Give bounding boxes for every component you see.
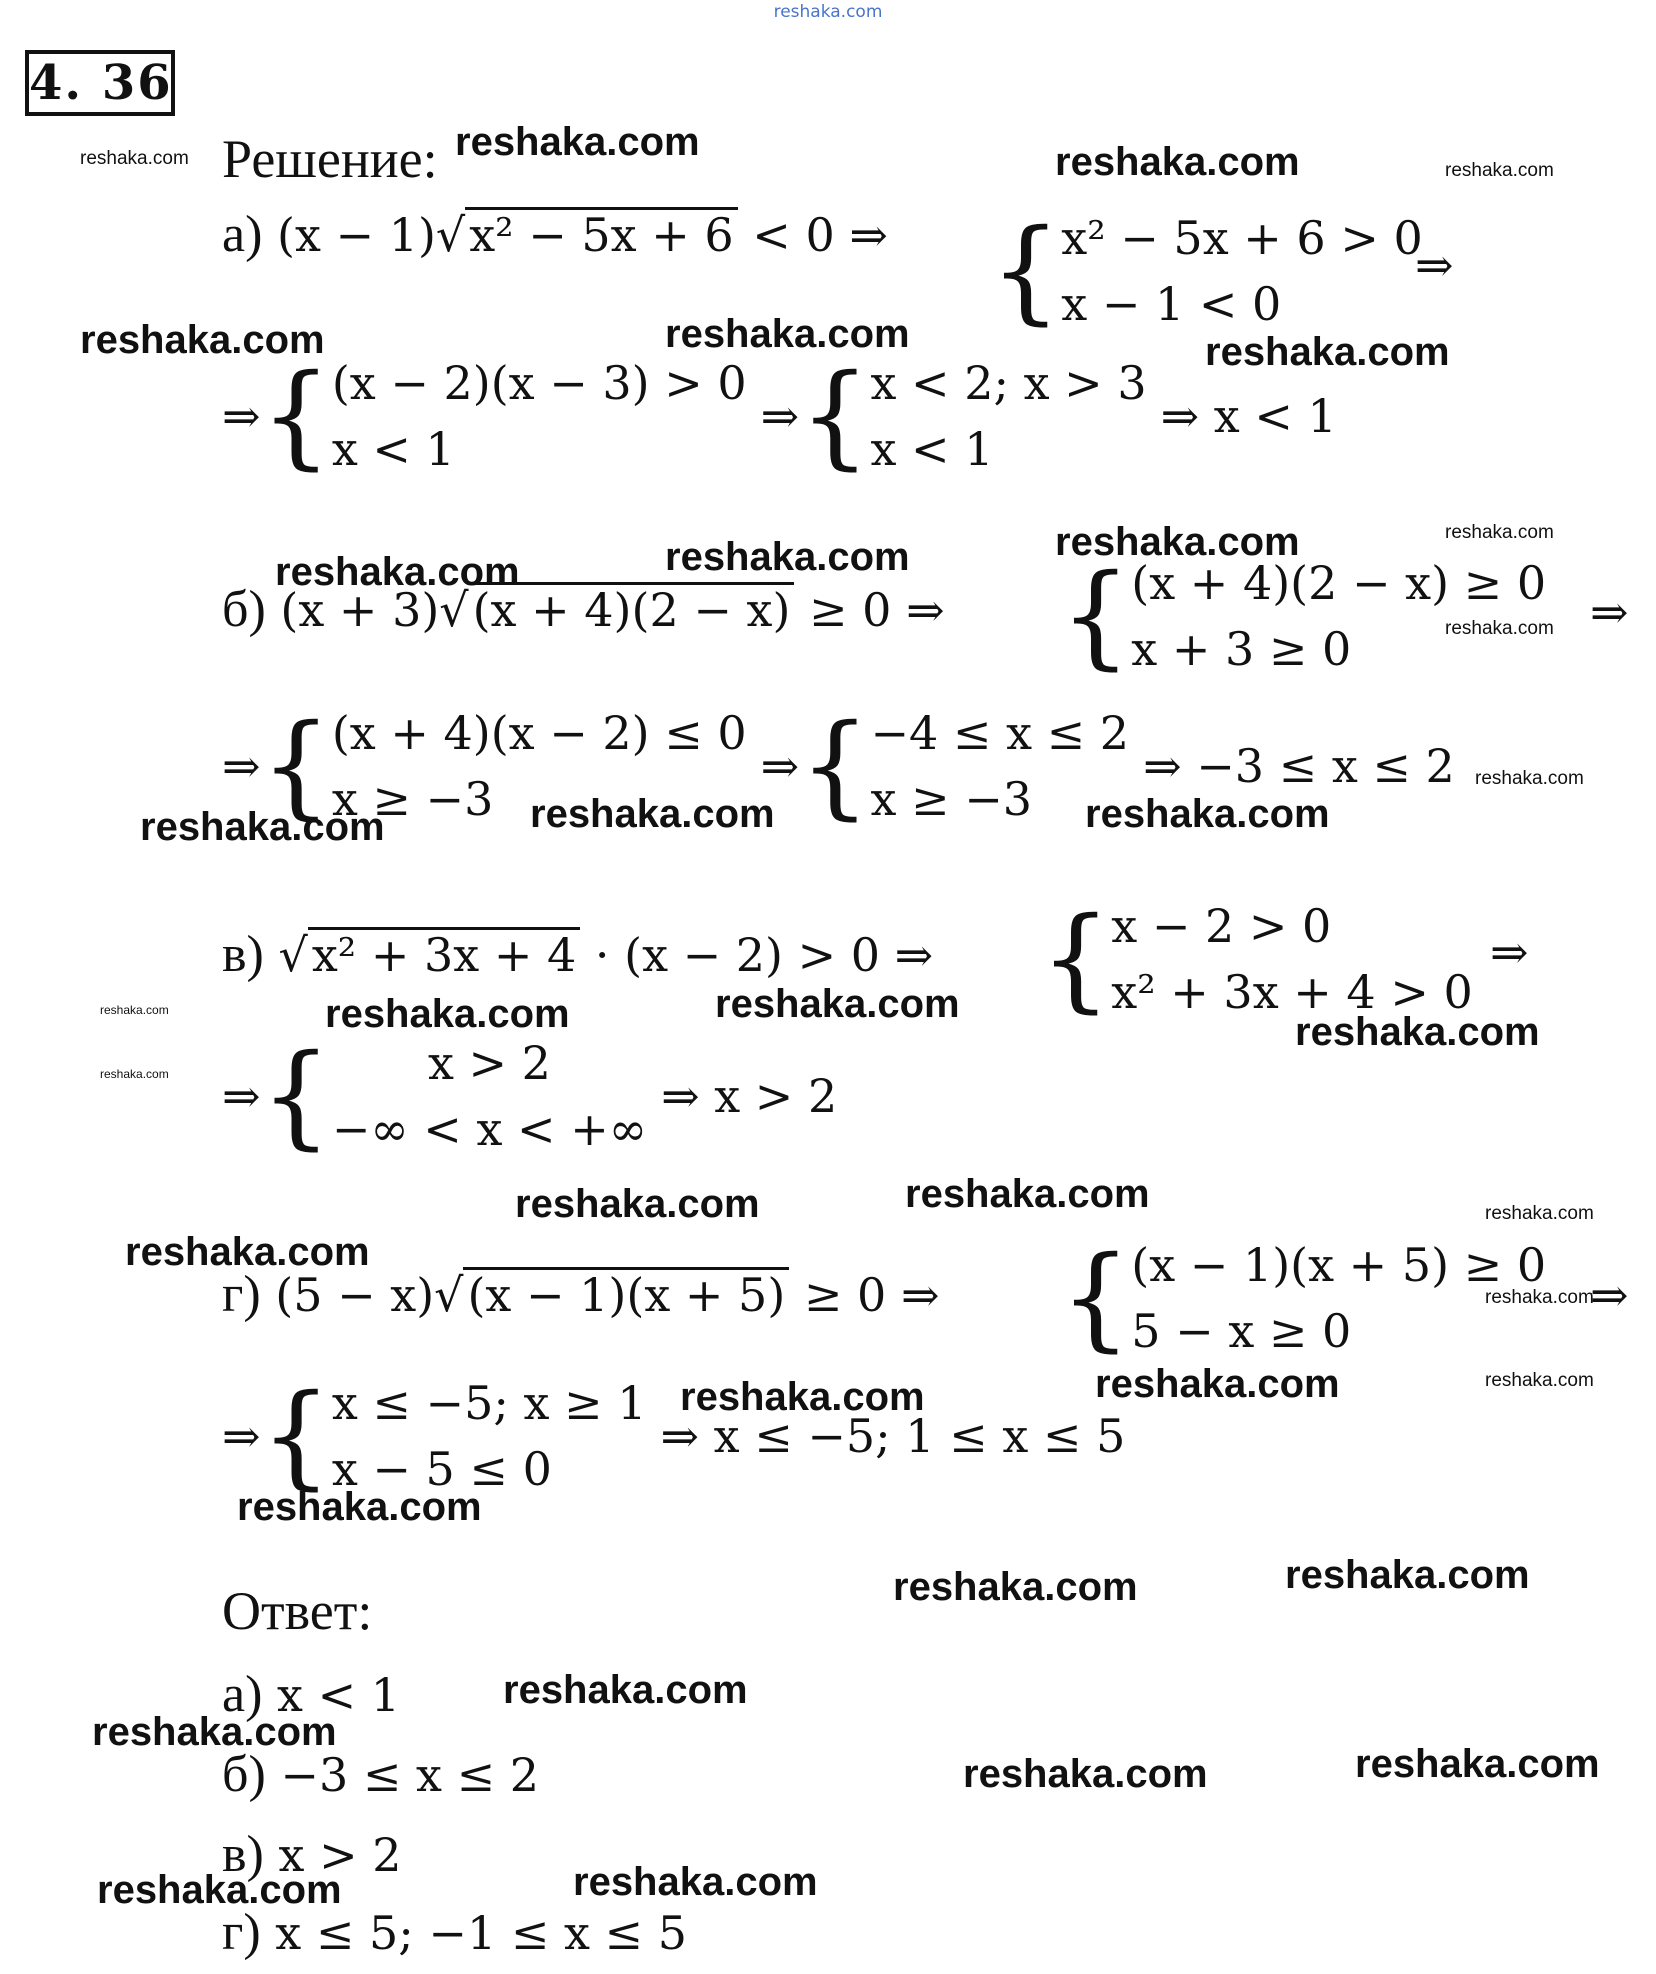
answer-a-value: x < 1	[277, 1668, 401, 1722]
part-d-system-1	[1060, 1232, 1546, 1364]
part-a-sys3-line-2: x < 1	[870, 422, 994, 476]
part-d-result: ⇒ x ≤ −5; 1 ≤ x ≤ 5	[660, 1409, 1126, 1463]
part-a-radicand: x² − 5x + 6	[465, 207, 737, 261]
watermark: reshaka.com	[455, 120, 700, 164]
watermark: reshaka.com	[1355, 1742, 1600, 1786]
part-d-label: г)	[222, 1266, 261, 1323]
part-c-arrow-1: ⇒	[1490, 925, 1529, 979]
part-a-sys1-line-1: x² − 5x + 6 > 0	[1061, 211, 1423, 265]
watermark: reshaka.com	[573, 1860, 818, 1904]
part-c-system-1	[1040, 893, 1473, 1025]
part-d-line-2	[222, 1370, 1125, 1502]
watermark: reshaka.com	[1475, 768, 1584, 789]
watermark: reshaka.com	[100, 1067, 169, 1081]
watermark: reshaka.com	[325, 992, 570, 1036]
part-c-result: ⇒ x > 2	[661, 1069, 838, 1123]
part-b-result: ⇒ −3 ≤ x ≤ 2	[1143, 739, 1455, 793]
part-a-system-1	[990, 205, 1423, 337]
part-b-sys3-line-1: −4 ≤ x ≤ 2	[870, 706, 1130, 760]
watermark: reshaka.com	[100, 1003, 169, 1017]
answer-d-label: г)	[222, 1904, 261, 1961]
watermark: reshaka.com	[1485, 1203, 1594, 1224]
part-c-radicand: x² + 3x + 4	[308, 927, 580, 981]
brace-icon: {	[260, 1030, 332, 1161]
watermark: reshaka.com	[503, 1668, 748, 1712]
watermark: reshaka.com	[237, 1485, 482, 1529]
watermark: reshaka.com	[1205, 330, 1450, 374]
answer-b-value: −3 ≤ x ≤ 2	[280, 1748, 539, 1802]
part-c-arrow-2: ⇒	[222, 1069, 261, 1123]
part-a-line-2	[222, 350, 1337, 482]
part-b-sys3-line-2: x ≥ −3	[870, 772, 1033, 826]
watermark: reshaka.com	[92, 1710, 337, 1754]
watermark: reshaka.com	[80, 148, 189, 169]
part-c-sys2-line-2: −∞ < x < +∞	[331, 1102, 648, 1156]
part-a-arrow-1: ⇒	[1415, 238, 1454, 292]
watermark: reshaka.com	[963, 1752, 1208, 1796]
part-c-sys1-line-1: x − 2 > 0	[1111, 899, 1332, 953]
brace-icon: {	[260, 700, 332, 831]
watermark: reshaka.com	[665, 535, 910, 579]
problem-number: 4. 36	[25, 50, 175, 116]
brace-icon: {	[1060, 550, 1132, 681]
part-a-sys3-line-1: x < 2; x > 3	[870, 356, 1147, 410]
brace-icon: {	[260, 1370, 332, 1501]
part-b-system-1	[1060, 550, 1546, 682]
part-b-sys2-line-1: (x + 4)(x − 2) ≤ 0	[331, 706, 747, 760]
watermark: reshaka.com	[140, 805, 385, 849]
sqrt-symbol: √	[435, 208, 466, 262]
part-b-radicand: (x + 4)(2 − x)	[469, 582, 795, 636]
watermark: reshaka.com	[125, 1230, 370, 1274]
watermark: reshaka.com	[893, 1565, 1138, 1609]
watermark: reshaka.com	[1095, 1362, 1340, 1406]
answer-d-value: x ≤ 5; −1 ≤ x ≤ 5	[275, 1906, 687, 1960]
watermark: reshaka.com	[1485, 1287, 1594, 1308]
part-b-arrow-3: ⇒	[760, 739, 800, 793]
watermark: reshaka.com	[665, 312, 910, 356]
sqrt-symbol: √	[439, 583, 469, 637]
sqrt-symbol: √	[278, 928, 308, 982]
brace-icon: {	[799, 700, 871, 831]
watermark: reshaka.com	[275, 550, 520, 594]
part-d-sys1-line-1: (x − 1)(x + 5) ≥ 0	[1131, 1238, 1547, 1292]
part-d-relation: ≥ 0 ⇒	[803, 1268, 940, 1322]
watermark: reshaka.com	[530, 792, 775, 836]
watermark: reshaka.com	[905, 1172, 1150, 1216]
watermark: reshaka.com	[80, 318, 325, 362]
part-a-sys1-line-2: x − 1 < 0	[1061, 277, 1282, 331]
part-a-factor: (x − 1)	[277, 208, 436, 262]
part-a-result: ⇒ x < 1	[1160, 389, 1337, 443]
part-a-arrow-2: ⇒	[222, 389, 261, 443]
watermark: reshaka.com	[1085, 792, 1330, 836]
watermark: reshaka.com	[1445, 160, 1554, 181]
watermark: reshaka.com	[680, 1375, 925, 1419]
part-b-sys2-line-2: x ≥ −3	[331, 772, 494, 826]
answer-b-label: б)	[222, 1746, 266, 1803]
watermark: reshaka.com	[1055, 140, 1300, 184]
answer-c-value: x > 2	[278, 1828, 402, 1882]
watermark: reshaka.com	[97, 1868, 342, 1912]
watermark: reshaka.com	[1445, 618, 1554, 639]
part-d-sys1-line-2: 5 − x ≥ 0	[1131, 1304, 1352, 1358]
part-c-sys2-line-1: x > 2	[427, 1036, 551, 1090]
part-c-line-1	[222, 925, 933, 984]
part-b-label: б)	[222, 581, 266, 638]
watermark: reshaka.com	[1445, 522, 1554, 543]
watermark: reshaka.com	[1295, 1010, 1540, 1054]
brace-icon: {	[260, 350, 332, 481]
part-a-relation: < 0 ⇒	[752, 208, 888, 262]
watermark: reshaka.com	[1485, 1370, 1594, 1391]
part-d-arrow-2: ⇒	[222, 1409, 261, 1463]
part-d-arrow-1: ⇒	[1590, 1268, 1629, 1322]
brace-icon: {	[1040, 893, 1112, 1024]
part-a-arrow-3: ⇒	[760, 389, 800, 443]
part-d-sys2-line-1: x ≤ −5; x ≥ 1	[331, 1376, 647, 1430]
brace-icon: {	[990, 205, 1062, 336]
part-a-sys2-line-1: (x − 2)(x − 3) > 0	[331, 356, 747, 410]
part-b-sys1-line-1: (x + 4)(2 − x) ≥ 0	[1131, 556, 1547, 610]
part-b-sys1-line-2: x + 3 ≥ 0	[1131, 622, 1352, 676]
solution-heading: Решение:	[222, 129, 438, 189]
watermark: reshaka.com	[1055, 520, 1300, 564]
answer-c-label: в)	[222, 1826, 264, 1883]
part-b-relation: ≥ 0 ⇒	[809, 583, 945, 637]
part-a-label: а)	[222, 206, 263, 263]
part-a-line-1	[222, 205, 888, 264]
watermark: reshaka.com	[515, 1182, 760, 1226]
part-b-arrow-1: ⇒	[1590, 585, 1629, 639]
part-b-factor: (x + 3)	[280, 583, 440, 637]
part-d-sys2-line-2: x − 5 ≤ 0	[331, 1442, 552, 1496]
sqrt-symbol: √	[434, 1268, 464, 1322]
answer-a-label: а)	[222, 1666, 263, 1723]
part-a-sys2-line-2: x < 1	[331, 422, 455, 476]
answer-heading: Ответ:	[222, 1581, 373, 1641]
part-c-label: в)	[222, 926, 264, 983]
part-c-relation: · (x − 2) > 0 ⇒	[594, 928, 934, 982]
brace-icon: {	[1060, 1232, 1132, 1363]
part-c-line-2	[222, 1030, 837, 1162]
part-d-factor: (5 − x)	[275, 1268, 435, 1322]
watermark: reshaka.com	[715, 982, 960, 1026]
top-watermark: reshaka.com	[773, 2, 883, 22]
brace-icon: {	[799, 350, 871, 481]
part-d-radicand: (x − 1)(x + 5)	[463, 1267, 789, 1321]
part-b-arrow-2: ⇒	[222, 739, 261, 793]
part-c-sys1-line-2: x² + 3x + 4 > 0	[1111, 965, 1473, 1019]
watermark: reshaka.com	[1285, 1553, 1530, 1597]
